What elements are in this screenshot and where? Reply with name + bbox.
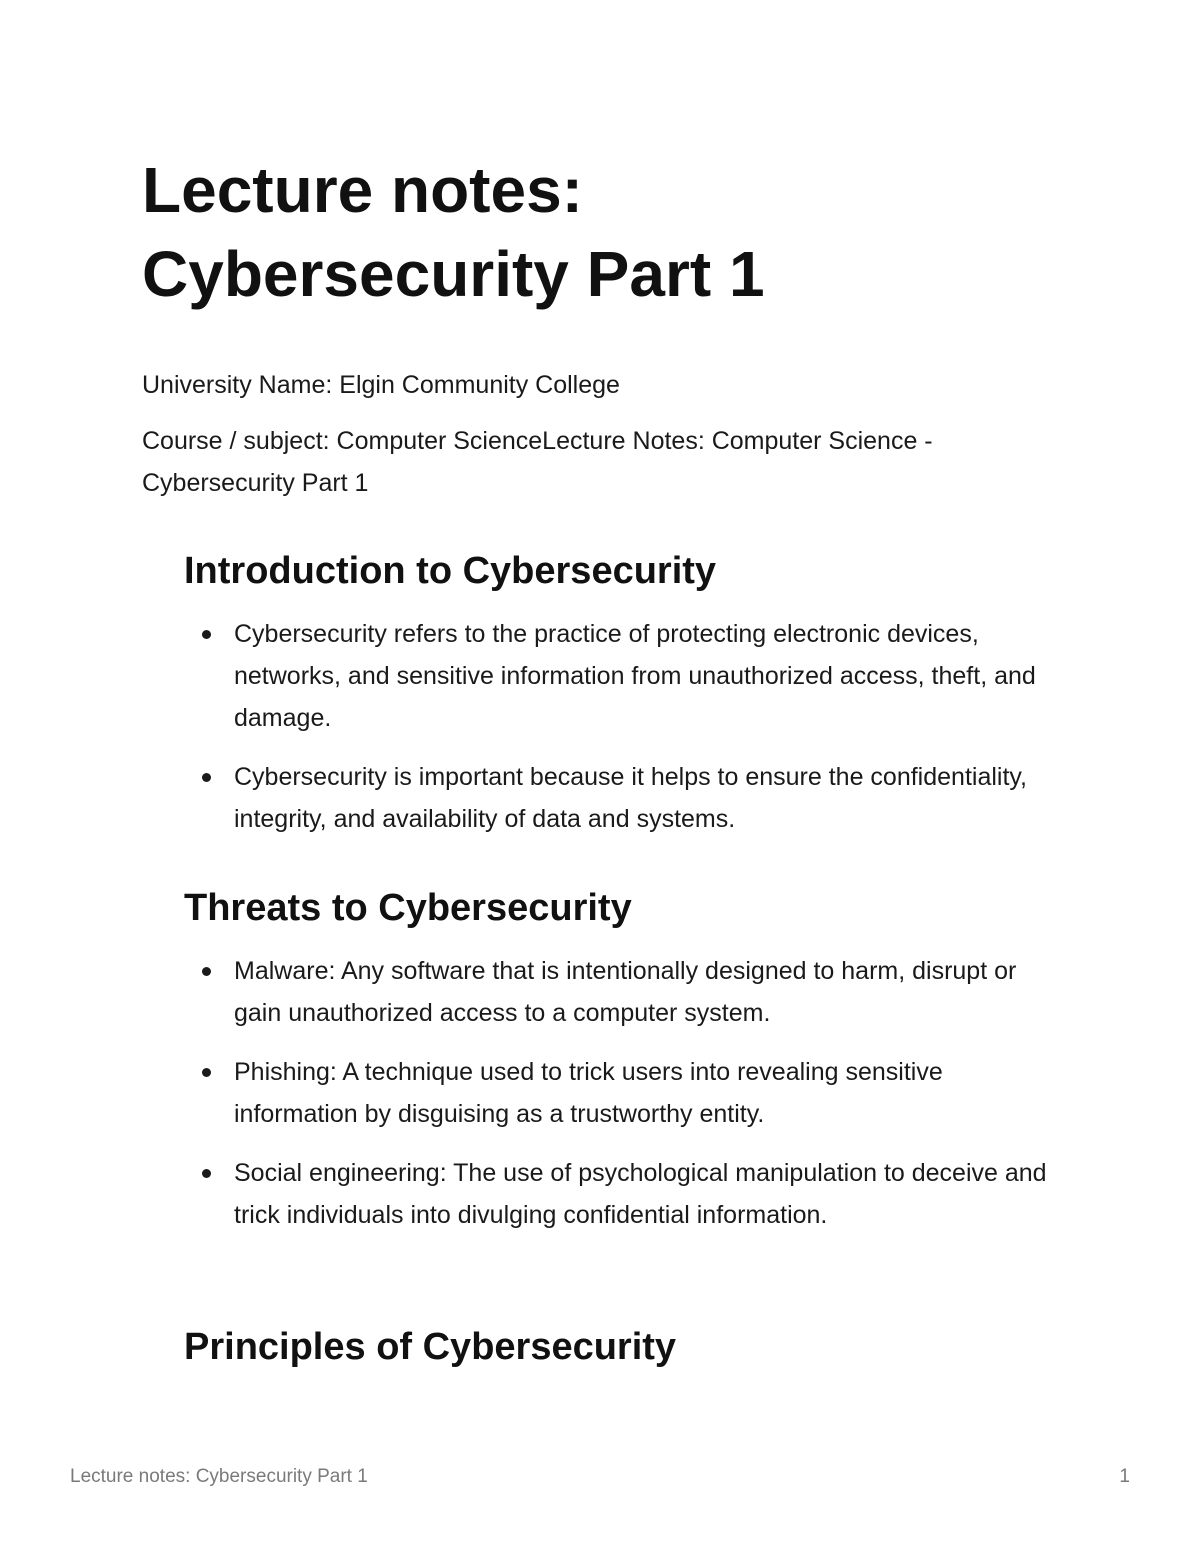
section-heading-threats: Threats to Cybersecurity: [184, 887, 632, 929]
list-item: [234, 756, 1054, 840]
list-item-text: Phishing: A technique used to trick users into revealing sensitive information by disguising as a trustworthy entity.: [234, 1058, 943, 1128]
list-item: [234, 950, 1054, 1034]
list-item-text: Cybersecurity refers to the practice of protecting electronic devices, networks, and sensitive information from unauthorized access, theft, and damage.: [234, 620, 1036, 732]
course-subject: Course / subject: Computer ScienceLecture Notes: Computer Science - Cybersecurity Part 1: [142, 427, 933, 497]
threats-bullet-list: [234, 950, 1054, 1253]
list-item: [234, 1152, 1054, 1236]
page-title-line-2: Cybersecurity Part 1: [142, 238, 765, 310]
section-heading-introduction: Introduction to Cybersecurity: [184, 550, 717, 592]
section-heading-principles: Principles of Cybersecurity: [184, 1326, 677, 1368]
footer-document-title: Lecture notes: Cybersecurity Part 1: [70, 1466, 368, 1487]
page-title: [142, 148, 1102, 316]
footer-page-number: 1: [1119, 1466, 1130, 1487]
page-title-line-1: Lecture notes:: [142, 154, 583, 226]
list-item-text: Malware: Any software that is intentionally designed to harm, disrupt or gain unauthorized access to a computer system.: [234, 957, 1017, 1027]
list-item-text: Cybersecurity is important because it helps to ensure the confidentiality, integrity, and availability of data and systems.: [234, 763, 1027, 833]
bullet-dot-icon: [202, 1169, 211, 1178]
bullet-dot-icon: [202, 773, 211, 782]
bullet-dot-icon: [202, 967, 211, 976]
introduction-bullet-list: [234, 613, 1054, 857]
university-name: University Name: Elgin Community College: [142, 371, 620, 399]
list-item: [234, 1051, 1054, 1135]
bullet-dot-icon: [202, 630, 211, 639]
list-item-text: Social engineering: The use of psychological manipulation to deceive and trick individuals into divulging confidential information.: [234, 1159, 1047, 1229]
list-item: [234, 613, 1054, 739]
bullet-dot-icon: [202, 1068, 211, 1077]
